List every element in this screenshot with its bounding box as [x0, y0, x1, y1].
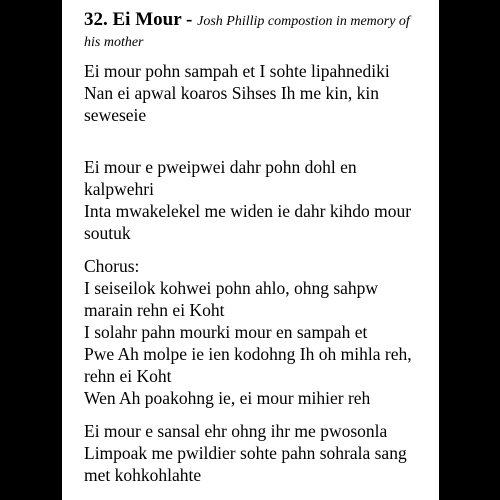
lyric-line: I seiseilok kohwei pohn ahlo, ohng sahpw marain rehn ei Koht — [84, 278, 379, 320]
document-page — [62, 0, 439, 500]
song-title: 32. Ei Mour - — [84, 9, 198, 30]
lyric-line: Ei mour e sansal ehr ohng ihr me pwosonla — [84, 421, 388, 441]
lyric-line: Ei mour pohn sampah et I sohte lipahnediki — [84, 61, 390, 81]
song-header — [84, 10, 429, 53]
song-subtitle: Josh Phillip compostion in memory of his mother — [84, 14, 410, 50]
stanza-1 — [84, 60, 429, 126]
lyric-line: Pwe Ah molpe ie ien kodohng Ih oh mihla reh, rehn ei Koht — [84, 344, 412, 386]
lyric-line: Wen Ah poakohng ie, ei mour mihier reh — [84, 388, 371, 408]
stanza-divider — [84, 409, 429, 420]
lyric-line: Limpoak me pwildier sohte pahn sohrala sang met kohkohlahte — [84, 443, 407, 485]
lyric-line: Inta mwakelekel me widen ie dahr kihdo mour soutuk — [84, 201, 412, 243]
stanza-divider — [84, 126, 429, 156]
stanza-divider — [84, 244, 429, 255]
lyric-line: I solahr pahn mourki mour en sampah et — [84, 322, 368, 342]
stanza-chorus — [84, 255, 429, 409]
lyric-line: Nan ei apwal koaros Sihses Ih me kin, kin seweseie — [84, 83, 380, 125]
stanza-4 — [84, 420, 429, 486]
chorus-label: Chorus: — [84, 256, 140, 276]
lyric-line: Ei mour e pweipwei dahr pohn dohl en kalpwehri — [84, 157, 357, 199]
stanza-2 — [84, 156, 429, 244]
lyrics-body — [84, 60, 429, 486]
